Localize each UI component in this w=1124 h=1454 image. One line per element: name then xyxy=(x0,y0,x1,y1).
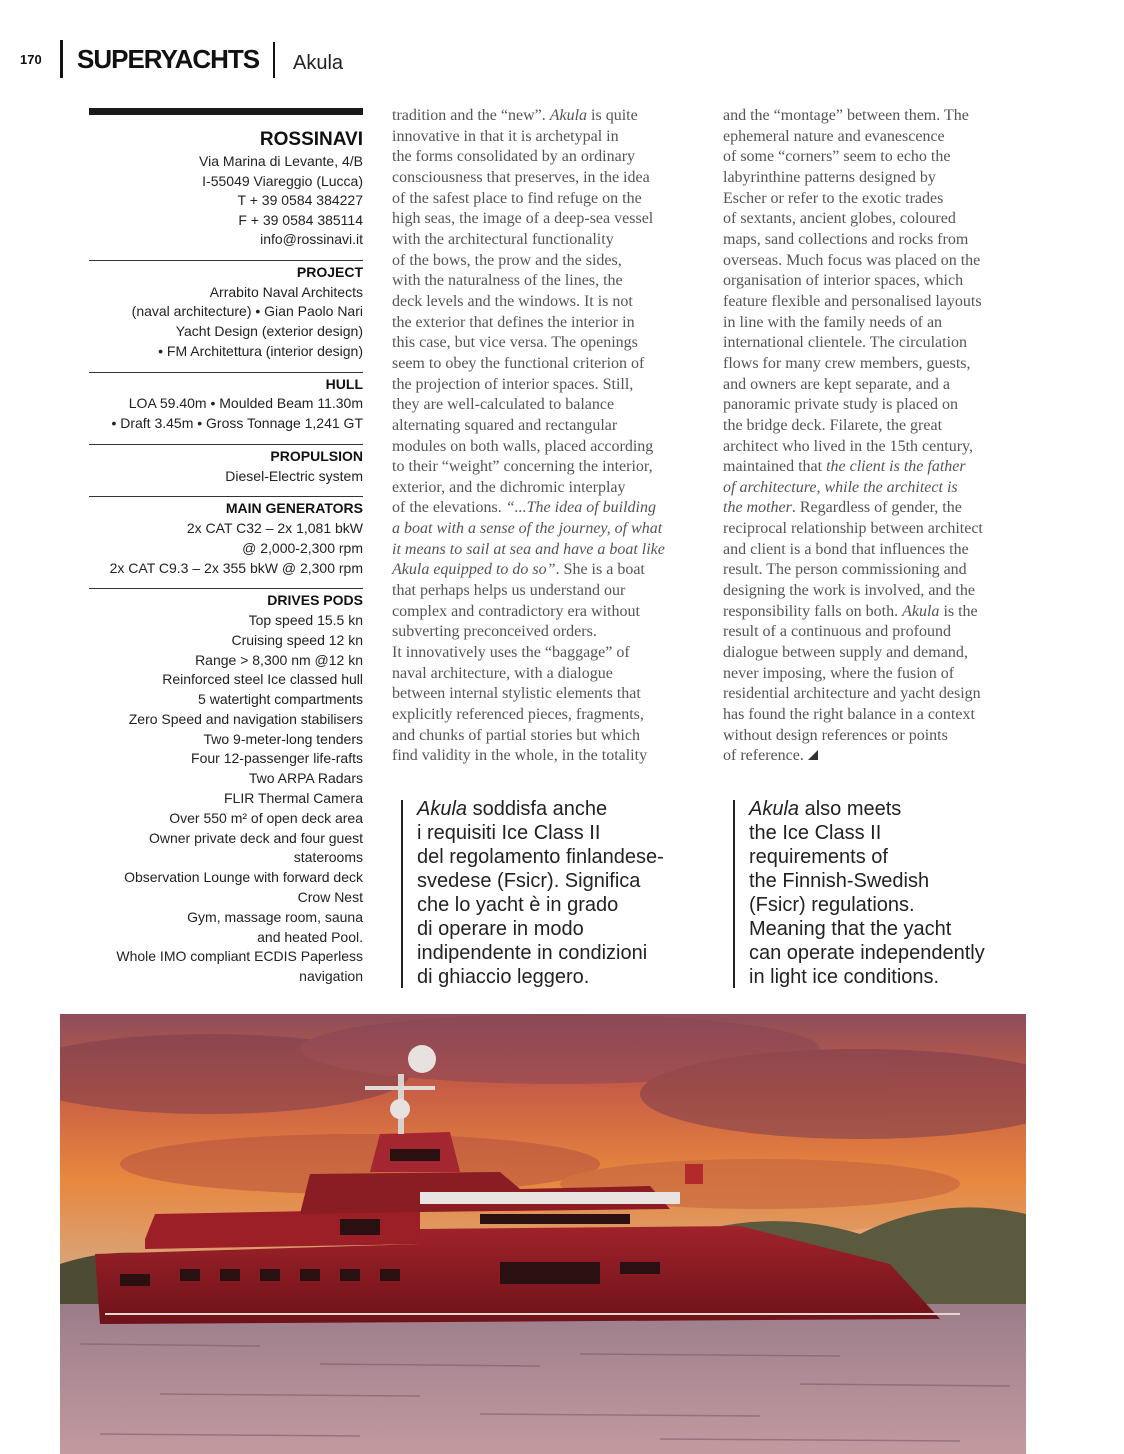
spec-line: Crow Nest xyxy=(297,889,363,906)
email-line: info@rossinavi.it xyxy=(260,231,363,248)
spec-line: FLIR Thermal Camera xyxy=(223,790,363,807)
spec-line: Whole IMO compliant ECDIS Paperless xyxy=(116,948,363,965)
header-divider xyxy=(60,40,63,78)
spec-line: Owner private deck and four guest xyxy=(148,829,363,846)
body-paragraph: tradition and the “new”. Akula is quite innovative in that it is archetypal in the forms consolidated by an ordinary consciousness that preserves, in the idea of the safest place to find refuge on the high seas, the image of a deep-sea vessel with the architectural functionality of the bows, the prow and the sides, with the naturalness of the lines, the deck levels and the windows. It is not the exterior that defines the interior in this case, but vice versa. The openings seem to obey the functional criterion of the projection of interior spaces. Still, they are well-calculated to balance alternating squared and rectangular modules on both walls, placed according to their “weight” concerning the interior, exterior, and the dichromic interplay of the elevations. “...The idea of building a boat with a sense of the journey, of what it means to sail at sea and have a boat like Akula equipped to do so”. She is a boat that perhaps helps us understand our complex and contradictory era without subverting preconceived orders. xyxy=(392,107,665,641)
spec-line: Top speed 15.5 kn xyxy=(248,611,363,628)
flag-icon xyxy=(685,1164,703,1184)
spec-title: PROPULSION xyxy=(270,447,363,464)
header-divider xyxy=(273,42,275,78)
builder-address xyxy=(89,152,363,250)
spec-line: Four 12-passenger life-rafts xyxy=(191,750,363,767)
spec-line: Observation Lounge with forward deck xyxy=(124,869,363,886)
end-of-article-icon xyxy=(808,750,818,760)
spec-title: PROJECT xyxy=(296,263,363,280)
address-line: Via Marina di Levante, 4/B xyxy=(199,153,363,169)
spec-line: Zero Speed and navigation stabilisers xyxy=(128,710,363,727)
yacht-photo xyxy=(60,1014,1026,1454)
spec-project xyxy=(89,260,363,362)
article-subject: Akula xyxy=(293,52,344,74)
spec-line: (naval architecture) • Gian Paolo Nari xyxy=(131,303,363,320)
spec-line: Over 550 m² of open deck area xyxy=(169,809,363,826)
spec-line: 2x CAT C32 – 2x 1,081 bkW xyxy=(186,519,363,536)
quote-bar xyxy=(401,800,403,988)
spec-line: Cruising speed 12 kn xyxy=(231,631,363,648)
pull-quote-english: Akula also meets the Ice Class II requirements of the Finnish-Swedish (Fsicr) regulations. Meaning that the yacht can operate independently in light ice conditions. xyxy=(749,798,985,988)
section-title: SUPERYACHTS xyxy=(77,44,260,74)
spec-title: DRIVES PODS xyxy=(267,592,363,609)
spec-title: HULL xyxy=(325,375,363,392)
spec-line: 5 watertight compartments xyxy=(198,691,363,708)
radar-bar xyxy=(365,1086,435,1090)
radar-dome xyxy=(390,1099,410,1119)
spec-line: • FM Architettura (interior design) xyxy=(158,342,363,359)
yacht-white-deck xyxy=(420,1192,680,1204)
sidebar-top-rule xyxy=(89,108,363,115)
page-header xyxy=(0,40,600,80)
spec-line: 2x CAT C9.3 – 2x 355 bkW @ 2,300 rpm xyxy=(109,559,363,576)
spec-line: Two 9-meter-long tenders xyxy=(203,730,363,747)
spec-line: navigation xyxy=(299,968,363,985)
spec-line: Yacht Design (exterior design) xyxy=(175,323,363,340)
body-column-2 xyxy=(723,106,1043,767)
spec-line: • Draft 3.45m • Gross Tonnage 1,241 GT xyxy=(111,415,363,432)
quote-bar xyxy=(733,800,735,988)
sea xyxy=(60,1304,1026,1454)
phone-line: T + 39 0584 384227 xyxy=(237,192,363,209)
pull-quote-italian: Akula soddisfa anche i requisiti Ice Class II del regolamento finlandese- svedese (Fsicr). Significa che lo yacht è in grado di operare in modo indipendente in condizioni di ghiaccio leggero. xyxy=(417,798,664,988)
spec-title: MAIN GENERATORS xyxy=(225,500,363,517)
spec-line: Diesel-Electric system xyxy=(225,467,363,484)
spec-line: LOA 59.40m • Moulded Beam 11.30m xyxy=(128,395,363,412)
spec-line: Reinforced steel Ice classed hull xyxy=(162,671,363,688)
spec-sidebar xyxy=(89,108,363,987)
address-line: I-55049 Viareggio (Lucca) xyxy=(202,172,363,189)
spec-line: Range > 8,300 nm @12 kn xyxy=(195,651,363,668)
spec-line: Two ARPA Radars xyxy=(248,770,363,787)
body-paragraph: It innovatively uses the “baggage” of naval architecture, with a dialogue between internal stylistic elements that explicitly referenced pieces, fragments, and chunks of partial stories but which find validity in the whole, in the totality xyxy=(392,644,648,765)
radar-dome xyxy=(408,1045,436,1073)
body-column-1 xyxy=(392,106,697,767)
spec-drives xyxy=(89,588,363,987)
spec-generators xyxy=(89,496,363,578)
page-number: 170 xyxy=(20,52,42,67)
body-paragraph: and the “montage” between them. The ephemeral nature and evanescence of some “corners” seem to echo the labyrinthine patterns designed by Escher or refer to the exotic trades of sextants, ancient globes, coloured maps, sand collections and rocks from overseas. Much focus was placed on the organisation of interior spaces, which feature flexible and personalised layouts in line with the family needs of an international clientele. The circulation flows for many crew members, guests, and owners are kept separate, and a panoramic private study is placed on the bridge deck. Filarete, the great architect who lived in the 15th century, maintained that the client is the father of architecture, while the architect is the mother. Regardless of gender, the reciprocal relationship between architect and client is a bond that influences the result. The person commissioning and designing the work is involved, and the responsibility falls on both. Akula is the result of a continuous and profound dialogue between supply and demand, never imposing, where the fusion of residential architecture and yacht design has found the right balance in a context without design references or points of reference. xyxy=(723,107,983,765)
spec-line: Arrabito Naval Architects xyxy=(209,283,363,300)
builder-name: ROSSINAVI xyxy=(259,129,363,150)
fax-line: F + 39 0584 385114 xyxy=(238,211,363,228)
spec-line: and heated Pool. xyxy=(257,928,363,945)
spec-propulsion xyxy=(89,444,363,486)
spec-line: staterooms xyxy=(293,849,363,866)
spec-line: Gym, massage room, sauna xyxy=(187,908,363,925)
spec-line: @ 2,000-2,300 rpm xyxy=(242,539,363,556)
spec-hull xyxy=(89,372,363,434)
